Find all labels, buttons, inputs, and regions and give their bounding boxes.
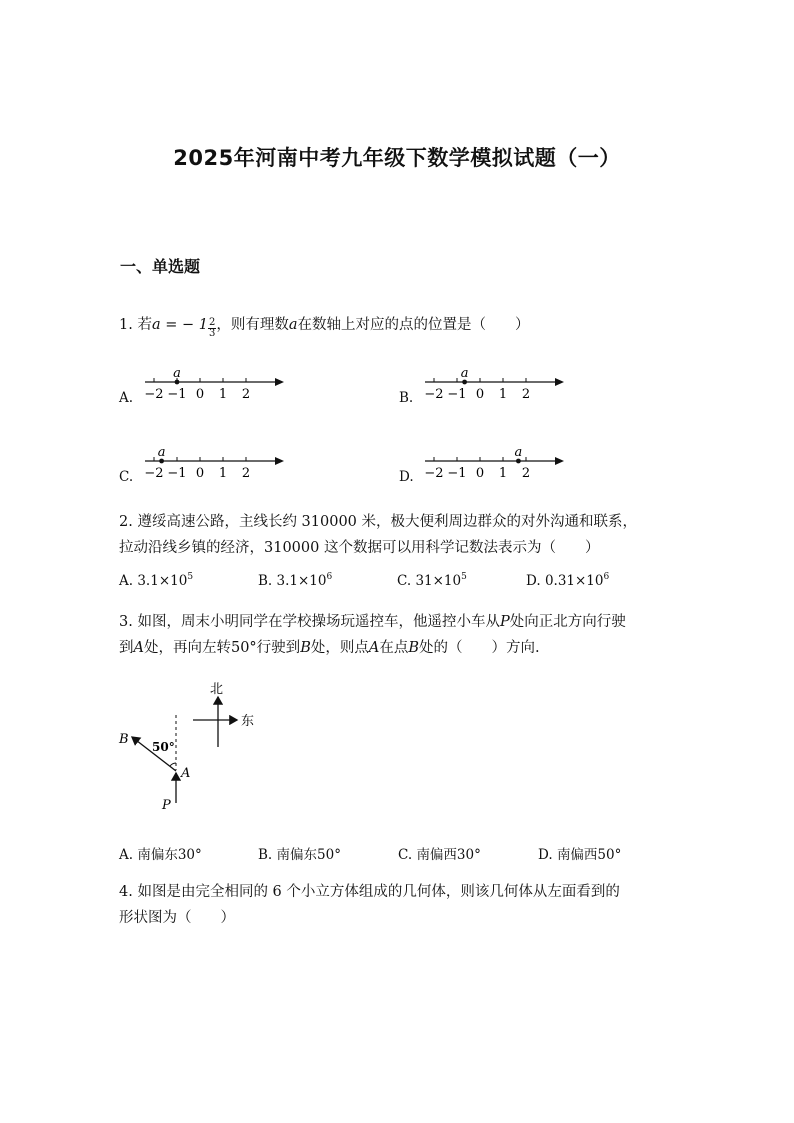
north-label: 北 [210,682,224,697]
angle-label: 50° [152,740,175,754]
number-line-tick-label: 0 [475,466,485,481]
q2-option-label: C. [397,573,412,589]
q3-option-label: D. [538,847,553,863]
q2-option-d[interactable] [526,572,609,589]
number-line-tick-label: 2 [241,466,251,481]
number-line-tick-label: −1 [167,387,187,402]
q2-option-label: A. [119,573,134,589]
q2-option-coef: 31×10 [415,573,462,589]
question-4-stem [119,879,684,931]
point-a-label: a [460,370,469,381]
q2-option-coef: 3.1×10 [137,573,188,589]
q3-option-label: B. [258,847,273,863]
number-line [421,449,571,485]
q3-point-a: A [133,640,144,656]
number-line [141,449,291,485]
q3-text: 处，则点 [310,640,369,656]
q3-option-label: A. [119,847,134,863]
q1-prefix: 1. 若 [119,317,152,333]
number-line [421,370,571,406]
angle-arc [170,763,176,766]
number-line-tick-label: 1 [498,387,508,402]
q3-option-text: 南偏西30° [416,847,481,863]
q2-option-c[interactable] [397,572,467,589]
q3-option-c[interactable] [398,843,481,863]
q3-direction-figure [110,675,270,820]
number-line-tick-label: 0 [475,387,485,402]
number-line-tick-label: −2 [424,466,444,481]
number-line-tick-label: 2 [521,387,531,402]
q2-option-label: D. [526,573,541,589]
number-line-tick-label: −2 [144,466,164,481]
number-line [141,370,291,406]
q3-option-a[interactable] [119,843,202,863]
number-line-tick-label: 2 [521,466,531,481]
q3-text: 到 [119,640,134,656]
number-line-arrowhead [275,378,284,386]
q1-option-label: D. [399,469,414,485]
q1-variable: a [288,317,298,333]
q2-option-exp: 5 [461,572,467,582]
number-line-tick-label: 0 [195,387,205,402]
section-heading: 一、单选题 [120,257,201,276]
number-line-tick-label: 1 [218,466,228,481]
q2-option-coef: 3.1×10 [276,573,327,589]
q2-option-exp: 6 [603,572,610,582]
question-2-stem [119,509,684,561]
question-1-stem [119,313,684,339]
number-line-tick-label: −1 [167,466,187,481]
q1-fraction-numerator: 2 [208,317,216,328]
q1-option-label: A. [119,390,134,406]
number-line-arrowhead [555,457,564,465]
q2-option-exp: 6 [326,572,333,582]
q3-option-b[interactable] [258,843,341,863]
page-title: 2025年河南中考九年级下数学模拟试题（一） [173,146,621,170]
q2-option-label: B. [258,573,273,589]
q3-option-text: 南偏东50° [276,847,341,863]
q2-line-2: 拉动沿线乡镇的经济，310000 这个数据可以用科学记数法表示为（ ） [119,540,600,556]
q1-option-label: B. [399,390,414,406]
point-b-label: B [119,732,129,747]
q3-option-text: 南偏东30° [137,847,202,863]
q4-line-2: 形状图为（ ） [119,910,235,926]
q3-text: 处的（ ）方向. [418,640,540,656]
q2-option-exp: 5 [187,572,194,582]
q3-line-1 [119,609,684,635]
east-label: 东 [241,714,255,729]
q3-option-d[interactable] [538,843,621,863]
q3-text: 3. 如图，周末小明同学在学校操场玩遥控车，他遥控小车从 [119,614,500,630]
q2-line-1: 2. 遵绥高速公路，主线长约 310000 米，极大便利周边群众的对外沟通和联系， [119,514,638,530]
point-a-label: a [157,449,166,460]
q2-option-b[interactable] [258,572,332,589]
q4-line-1: 4. 如图是由完全相同的 6 个小立方体组成的几何体，则该几何体从左面看到的 [119,884,620,900]
q1-option-label: C. [119,469,134,485]
q3-point-b: B [300,640,311,656]
point-a-label: a [173,370,181,381]
point-a-label: a [514,449,523,460]
point-a-label: A [181,766,191,781]
number-line-tick-label: 1 [218,387,228,402]
number-line-tick-label: 0 [195,466,205,481]
q1-suffix-2: 在数轴上对应的点的位置是（ ） [297,317,530,333]
number-line-arrowhead [555,378,564,386]
q2-option-coef: 0.31×10 [544,573,604,589]
q3-option-text: 南偏西50° [556,847,622,863]
q1-expression: a = − 1 [151,317,208,333]
question-3-stem [119,609,684,661]
number-line-arrowhead [275,457,284,465]
q2-option-a[interactable] [119,572,193,589]
number-line-tick-label: −1 [447,466,467,481]
q1-suffix-1: ，则有理数 [216,317,289,333]
q3-text: 处，再向左转50°行驶到 [143,640,301,656]
q3-point-a: A [368,640,380,656]
number-line-tick-label: −2 [424,387,444,402]
q3-text: 处向正北方向行驶 [509,614,626,630]
point-p-label: P [162,798,171,813]
number-line-tick-label: −1 [447,387,467,402]
q3-point-b: B [408,640,419,656]
number-line-tick-label: 1 [498,466,508,481]
number-line-tick-label: 2 [241,387,251,402]
q3-line-2 [119,635,684,661]
q3-option-label: C. [398,847,413,863]
q1-fraction-denominator: 3 [208,328,216,339]
number-line-tick-label: −2 [144,387,164,402]
q3-point-p: P [499,614,510,630]
q3-text: 在点 [379,640,409,656]
